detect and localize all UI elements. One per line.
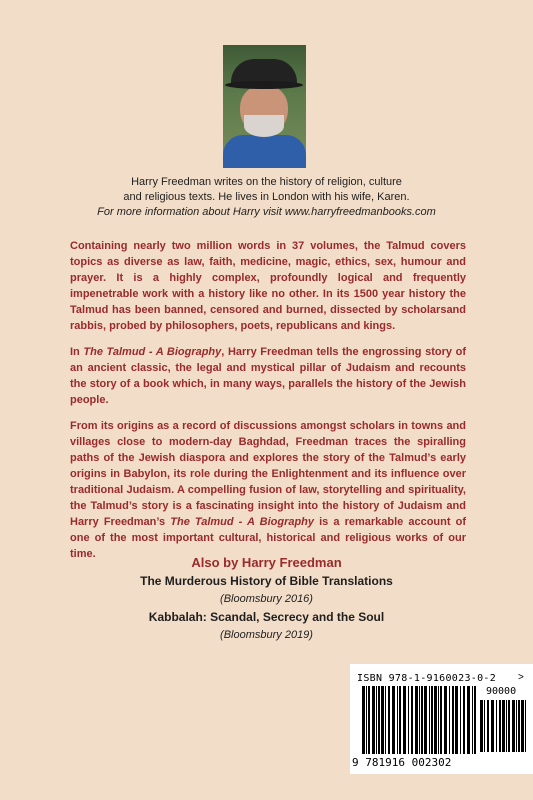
also-by-book-2: Kabbalah: Scandal, Secrecy and the Soul (148, 610, 385, 624)
also-by-publisher-1: (Bloomsbury 2016) (220, 593, 313, 605)
bio-line-3: For more information about Harry visit www.harryfreedmanbooks.com (97, 206, 436, 218)
also-by-section (60, 554, 473, 644)
book-title: The Talmud - A Biography (83, 346, 222, 358)
bio-line-1: Harry Freedman writes on the history of religion, culture (131, 176, 402, 188)
also-by-heading: Also by Harry Freedman (191, 555, 342, 570)
bio-line-2: and religious texts. He lives in London with his wife, Karen. (123, 191, 410, 203)
ean-digits: 9 781916 002302 (352, 756, 452, 769)
also-by-publisher-2: (Bloomsbury 2019) (220, 629, 313, 641)
author-photo (223, 45, 306, 168)
blurb (70, 238, 466, 572)
blurb-paragraph-1: Containing nearly two million words in 37 volumes, the Talmud covers topics as diverse as law, faith, medicine, magic, ethics, sex, humour and prayer. It is a highly complex, profoundly logical and frequently impenetrable work with a history like no other. In its 1500 year history the Talmud has been banned, censored and burned, dissected by scholarsand rabbis, probed by philosophers, poets, republicans and kings. (70, 240, 466, 332)
price-code: 90000 (486, 686, 517, 697)
book-title: The Talmud - A Biography (170, 516, 315, 528)
barcode-arrow: > (518, 672, 524, 683)
blurb-paragraph-2: In The Talmud - A Biography, Harry Freedman tells the engrossing story of an ancient classic, the legal and mystical pillar of Judaism and recounts the story of a book which, in many ways, parallels the history of the Jewish people. (70, 346, 466, 406)
ean-barcode (362, 686, 477, 754)
blurb-paragraph-3: From its origins as a record of discussions amongst scholars in towns and villages close to modern-day Baghdad, Freedman traces the spiralling paths of the Jewish diaspora and explores the story of the Talmud’s early origins in Babylon, its role during the Enlightenment and its influence over traditional Judaism. A compelling fusion of law, storytelling and spirituality, the Talmud’s story is a fascinating insight into the history of Judaism and Harry Freedman’s The Talmud - A Biography is a remarkable account of one of the most important cultural, historical and religious works of our time. (70, 420, 466, 560)
price-barcode (480, 700, 528, 752)
author-bio (40, 175, 493, 220)
also-by-book-1: The Murderous History of Bible Translations (140, 574, 393, 588)
isbn-text: ISBN 978-1-9160023-0-2 (357, 673, 497, 684)
